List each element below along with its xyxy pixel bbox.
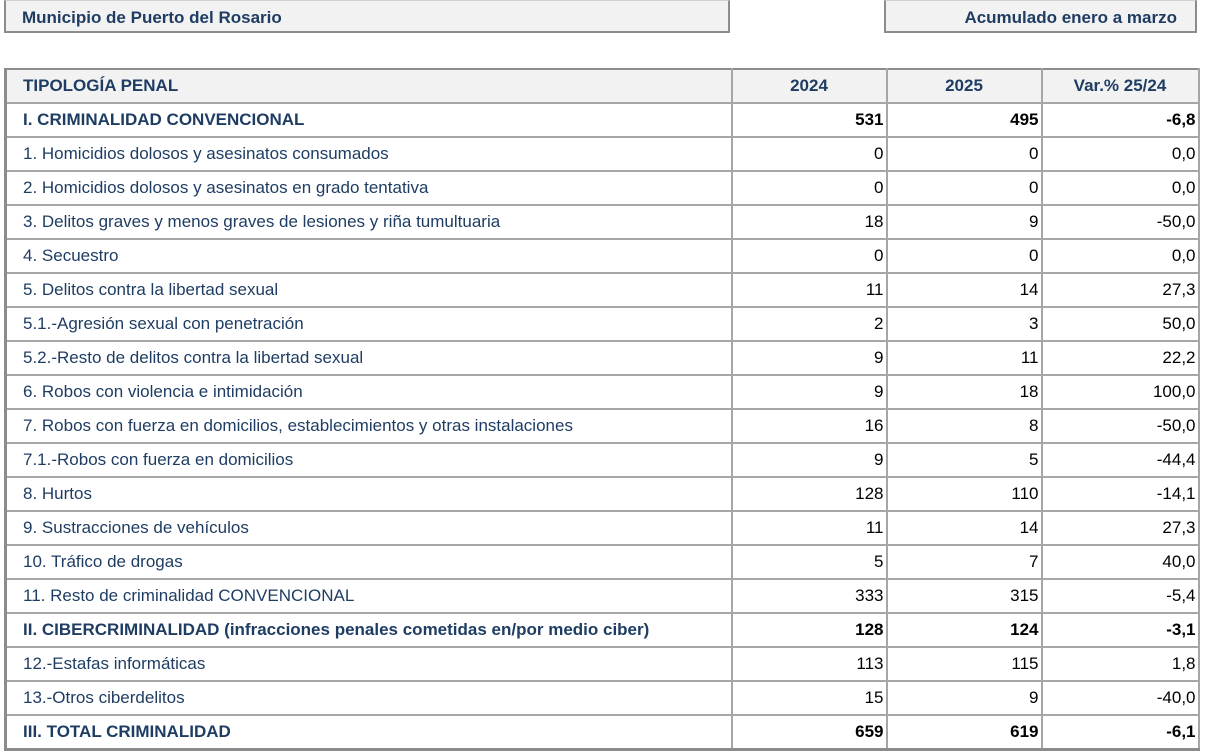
value-2025: 0 <box>887 171 1042 205</box>
value-2025: 8 <box>887 409 1042 443</box>
value-variation: 1,8 <box>1042 647 1199 681</box>
table-row <box>6 647 1199 681</box>
value-variation: -3,1 <box>1042 613 1199 647</box>
value-2024: 18 <box>732 205 887 239</box>
value-2024: 2 <box>732 307 887 341</box>
table-row <box>6 341 1199 375</box>
table-row <box>6 579 1199 613</box>
column-header-2025: 2025 <box>887 69 1042 103</box>
value-variation: 27,3 <box>1042 273 1199 307</box>
value-2024: 11 <box>732 273 887 307</box>
table-row <box>6 443 1199 477</box>
table-row <box>6 511 1199 545</box>
value-2024: 333 <box>732 579 887 613</box>
table-row <box>6 137 1199 171</box>
value-2024: 0 <box>732 171 887 205</box>
table-row <box>6 477 1199 511</box>
municipality-title: Municipio de Puerto del Rosario <box>4 0 730 33</box>
value-variation: 0,0 <box>1042 239 1199 273</box>
value-variation: 40,0 <box>1042 545 1199 579</box>
value-2025: 619 <box>887 715 1042 749</box>
value-2025: 9 <box>887 681 1042 715</box>
row-label: 13.-Otros ciberdelitos <box>6 681 732 715</box>
value-2024: 113 <box>732 647 887 681</box>
value-2025: 5 <box>887 443 1042 477</box>
value-2025: 495 <box>887 103 1042 137</box>
value-variation: -50,0 <box>1042 409 1199 443</box>
column-header-typology: TIPOLOGÍA PENAL <box>6 69 732 103</box>
value-variation: -14,1 <box>1042 477 1199 511</box>
value-2025: 3 <box>887 307 1042 341</box>
row-label: 11. Resto de criminalidad CONVENCIONAL <box>6 579 732 613</box>
value-2024: 0 <box>732 239 887 273</box>
row-label: 12.-Estafas informáticas <box>6 647 732 681</box>
value-2025: 14 <box>887 273 1042 307</box>
row-label: 7. Robos con fuerza en domicilios, establecimientos y otras instalaciones <box>6 409 732 443</box>
row-label: II. CIBERCRIMINALIDAD (infracciones penales cometidas en/por medio ciber) <box>6 613 732 647</box>
value-variation: -6,8 <box>1042 103 1199 137</box>
value-2024: 9 <box>732 341 887 375</box>
row-label: 1. Homicidios dolosos y asesinatos consumados <box>6 137 732 171</box>
value-2024: 531 <box>732 103 887 137</box>
table-row <box>6 307 1199 341</box>
value-2025: 110 <box>887 477 1042 511</box>
value-variation: -6,1 <box>1042 715 1199 749</box>
row-label: 5. Delitos contra la libertad sexual <box>6 273 732 307</box>
value-2025: 315 <box>887 579 1042 613</box>
table-row <box>6 103 1199 137</box>
table-row <box>6 239 1199 273</box>
value-2024: 9 <box>732 375 887 409</box>
row-label: III. TOTAL CRIMINALIDAD <box>6 715 732 749</box>
row-label: 5.2.-Resto de delitos contra la libertad sexual <box>6 341 732 375</box>
value-variation: -5,4 <box>1042 579 1199 613</box>
row-label: 8. Hurtos <box>6 477 732 511</box>
column-header-2024: 2024 <box>732 69 887 103</box>
value-2024: 128 <box>732 477 887 511</box>
value-variation: -40,0 <box>1042 681 1199 715</box>
value-variation: 50,0 <box>1042 307 1199 341</box>
row-label: 3. Delitos graves y menos graves de lesiones y riña tumultuaria <box>6 205 732 239</box>
row-label: 6. Robos con violencia e intimidación <box>6 375 732 409</box>
table-row <box>6 715 1199 749</box>
value-variation: -44,4 <box>1042 443 1199 477</box>
value-2024: 9 <box>732 443 887 477</box>
value-2025: 124 <box>887 613 1042 647</box>
value-2025: 18 <box>887 375 1042 409</box>
value-2025: 9 <box>887 205 1042 239</box>
column-header-variation: Var.% 25/24 <box>1042 69 1199 103</box>
row-label: 4. Secuestro <box>6 239 732 273</box>
table-row <box>6 409 1199 443</box>
value-2025: 14 <box>887 511 1042 545</box>
value-variation: 22,2 <box>1042 341 1199 375</box>
value-2024: 11 <box>732 511 887 545</box>
row-label: I. CRIMINALIDAD CONVENCIONAL <box>6 103 732 137</box>
value-2025: 0 <box>887 239 1042 273</box>
table-row <box>6 613 1199 647</box>
table-row <box>6 375 1199 409</box>
value-2024: 659 <box>732 715 887 749</box>
table-row <box>6 171 1199 205</box>
value-variation: 0,0 <box>1042 137 1199 171</box>
value-2024: 16 <box>732 409 887 443</box>
value-2025: 7 <box>887 545 1042 579</box>
table-row <box>6 681 1199 715</box>
value-2025: 115 <box>887 647 1042 681</box>
value-variation: 100,0 <box>1042 375 1199 409</box>
value-2025: 11 <box>887 341 1042 375</box>
row-label: 7.1.-Robos con fuerza en domicilios <box>6 443 732 477</box>
value-variation: 0,0 <box>1042 171 1199 205</box>
value-variation: 27,3 <box>1042 511 1199 545</box>
value-2024: 15 <box>732 681 887 715</box>
value-variation: -50,0 <box>1042 205 1199 239</box>
table-row <box>6 545 1199 579</box>
table-row <box>6 273 1199 307</box>
crime-statistics-table <box>4 68 1200 751</box>
table-row <box>6 205 1199 239</box>
value-2024: 0 <box>732 137 887 171</box>
period-label: Acumulado enero a marzo <box>884 0 1197 33</box>
row-label: 9. Sustracciones de vehículos <box>6 511 732 545</box>
value-2024: 128 <box>732 613 887 647</box>
value-2025: 0 <box>887 137 1042 171</box>
row-label: 10. Tráfico de drogas <box>6 545 732 579</box>
value-2024: 5 <box>732 545 887 579</box>
row-label: 2. Homicidios dolosos y asesinatos en grado tentativa <box>6 171 732 205</box>
row-label: 5.1.-Agresión sexual con penetración <box>6 307 732 341</box>
table-header-row <box>6 69 1199 103</box>
